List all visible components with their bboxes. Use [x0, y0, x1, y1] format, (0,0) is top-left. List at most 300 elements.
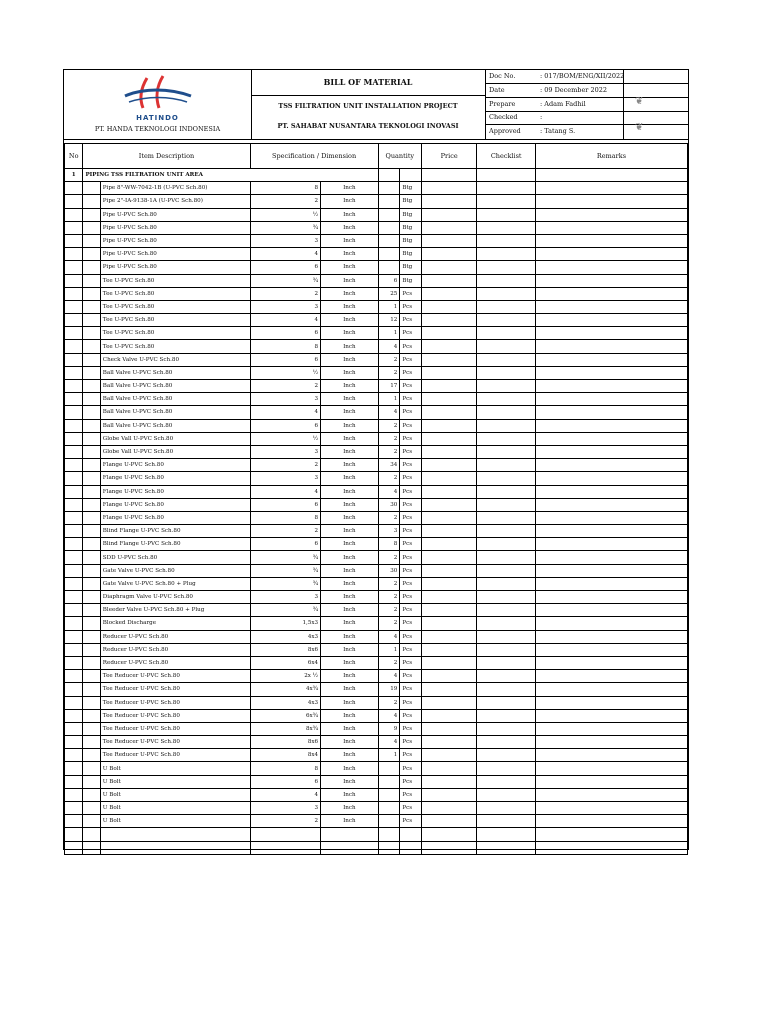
cell-no: [65, 248, 83, 261]
cell-size: ½: [250, 432, 321, 445]
cell-desc: Tee Reducer U-PVC Sch.80: [100, 683, 250, 696]
cell-qty: 2: [378, 366, 400, 379]
table-row: [65, 696, 688, 709]
cell-unit: Inch: [321, 604, 379, 617]
col-spec: Specification / Dimension: [250, 144, 378, 169]
cell-price: [422, 419, 477, 432]
cell-unit: Inch: [321, 314, 379, 327]
cell-unit: Inch: [321, 736, 379, 749]
cell-price: [422, 788, 477, 801]
cell-size: 6: [250, 327, 321, 340]
cell-check: [477, 234, 536, 247]
cell-size: ¾: [250, 274, 321, 287]
cell-blank: [83, 683, 100, 696]
cell-size: 8: [250, 511, 321, 524]
meta-row: [485, 125, 688, 138]
cell-check: [477, 749, 536, 762]
cell-qty: 2: [378, 656, 400, 669]
cell-unit: Inch: [321, 261, 379, 274]
cell-remarks: [535, 656, 687, 669]
cell-no: [65, 564, 83, 577]
cell-blank: [83, 564, 100, 577]
company-name: PT. HANDA TEKNOLOGI INDONESIA: [94, 125, 221, 133]
cell-check: [477, 736, 536, 749]
cell-price: [422, 525, 477, 538]
cell-remarks: [535, 775, 687, 788]
table-cell: [422, 828, 477, 841]
cell-no: [65, 419, 83, 432]
table-row: [65, 366, 688, 379]
cell-remarks: [535, 459, 687, 472]
table-cell: [321, 828, 379, 841]
cell-blank: [83, 511, 100, 524]
cell-check: [477, 538, 536, 551]
meta-row: [485, 111, 688, 125]
cell-qty: 4: [378, 670, 400, 683]
cell-uom: Pcs: [400, 485, 422, 498]
cell-qty: 2: [378, 577, 400, 590]
cell-price: [422, 393, 477, 406]
cell-unit: Inch: [321, 762, 379, 775]
cell-remarks: [535, 511, 687, 524]
table-row: [65, 815, 688, 828]
cell-remarks: [535, 617, 687, 630]
cell-desc: Pipe U-PVC Sch.80: [100, 221, 250, 234]
cell-uom: Pcs: [400, 314, 422, 327]
table-cell: [321, 841, 379, 854]
cell-unit: Inch: [321, 340, 379, 353]
cell-check: [477, 564, 536, 577]
cell-remarks: [535, 696, 687, 709]
cell-price: [422, 683, 477, 696]
table-row: [65, 709, 688, 722]
cell-price: [422, 722, 477, 735]
cell-uom: Pcs: [400, 670, 422, 683]
cell-blank: [83, 498, 100, 511]
cell-no: [65, 314, 83, 327]
cell-remarks: [535, 353, 687, 366]
cell-check: [477, 353, 536, 366]
cell-uom: Pcs: [400, 551, 422, 564]
cell-desc: Tee Reducer U-PVC Sch.80: [100, 736, 250, 749]
cell-blank: [83, 736, 100, 749]
table-row: [65, 762, 688, 775]
cell-remarks: [535, 643, 687, 656]
cell-unit: Inch: [321, 670, 379, 683]
table-row: [65, 643, 688, 656]
table-cell: [100, 828, 250, 841]
table-cell: [378, 841, 400, 854]
cell-uom: Pcs: [400, 788, 422, 801]
cell-desc: Tee U-PVC Sch.80: [100, 340, 250, 353]
cell-blank: [83, 472, 100, 485]
cell-uom: Pcs: [400, 617, 422, 630]
cell-blank: [83, 696, 100, 709]
cell-qty: [378, 208, 400, 221]
table-row: [65, 604, 688, 617]
cell-unit: Inch: [321, 300, 379, 313]
cell-desc: Gate Valve U-PVC Sch.80: [100, 564, 250, 577]
cell-remarks: [535, 670, 687, 683]
cell-unit: Inch: [321, 564, 379, 577]
cell-qty: [378, 802, 400, 815]
cell-blank: [83, 459, 100, 472]
cell-unit: Inch: [321, 802, 379, 815]
cell-qty: 1: [378, 300, 400, 313]
cell-desc: Tee U-PVC Sch.80: [100, 314, 250, 327]
cell-check: [477, 551, 536, 564]
cell-desc: Tee Reducer U-PVC Sch.80: [100, 709, 250, 722]
cell-remarks: [535, 248, 687, 261]
cell-size: 8x4: [250, 749, 321, 762]
cell-check: [477, 683, 536, 696]
cell-uom: Pcs: [400, 762, 422, 775]
cell-remarks: [535, 762, 687, 775]
cell-price: [422, 670, 477, 683]
cell-remarks: [535, 525, 687, 538]
cell-check: [477, 525, 536, 538]
table-cell: [535, 828, 687, 841]
cell-qty: 3: [378, 525, 400, 538]
cell-size: ¾: [250, 564, 321, 577]
cell-unit: Inch: [321, 221, 379, 234]
table-row: [65, 287, 688, 300]
cell-uom: Pcs: [400, 577, 422, 590]
cell-uom: Pcs: [400, 525, 422, 538]
cell-no: [65, 709, 83, 722]
cell-remarks: [535, 287, 687, 300]
cell-blank: [83, 182, 100, 195]
table-cell: [65, 828, 83, 841]
cell-remarks: [535, 261, 687, 274]
cell-desc: Flange U-PVC Sch.80: [100, 498, 250, 511]
table-row: [65, 208, 688, 221]
cell-desc: Tee Reducer U-PVC Sch.80: [100, 670, 250, 683]
cell-desc: Pipe U-PVC Sch.80: [100, 208, 250, 221]
cell-no: [65, 775, 83, 788]
cell-uom: Pcs: [400, 564, 422, 577]
cell-check: [477, 366, 536, 379]
table-row: [65, 472, 688, 485]
cell-uom: Pcs: [400, 683, 422, 696]
cell-uom: Pcs: [400, 815, 422, 828]
cell-qty: 19: [378, 683, 400, 696]
cell-qty: 12: [378, 314, 400, 327]
cell-blank: [83, 393, 100, 406]
cell-remarks: [535, 736, 687, 749]
cell-unit: Inch: [321, 208, 379, 221]
table-row: [65, 195, 688, 208]
cell-price: [422, 459, 477, 472]
cell-no: [65, 696, 83, 709]
cell-desc: Tee Reducer U-PVC Sch.80: [100, 722, 250, 735]
cell-remarks: [535, 445, 687, 458]
cell-unit: Inch: [321, 472, 379, 485]
table-row: [65, 485, 688, 498]
cell-uom: Pcs: [400, 459, 422, 472]
cell-no: [65, 366, 83, 379]
cell-uom: Pcs: [400, 366, 422, 379]
cell-uom: Pcs: [400, 656, 422, 669]
table-row: [65, 419, 688, 432]
client-name: PT. SAHABAT NUSANTARA TEKNOLOGI INOVASI: [277, 122, 459, 130]
cell-uom: Pcs: [400, 749, 422, 762]
cell-price: [422, 182, 477, 195]
cell-blank: [83, 709, 100, 722]
cell-no: [65, 472, 83, 485]
cell-size: 4x¾: [250, 683, 321, 696]
cell-remarks: [535, 380, 687, 393]
cell-check: [477, 656, 536, 669]
cell-check: [477, 604, 536, 617]
cell-size: ½: [250, 208, 321, 221]
cell-no: [65, 525, 83, 538]
cell-check: [477, 577, 536, 590]
table-row: [65, 722, 688, 735]
cell-price: [422, 340, 477, 353]
table-row: [65, 683, 688, 696]
cell-no: [65, 749, 83, 762]
cell-uom: Pcs: [400, 604, 422, 617]
cell-qty: 25: [378, 287, 400, 300]
cell-blank: [83, 208, 100, 221]
cell-check: [477, 432, 536, 445]
cell-qty: 2: [378, 604, 400, 617]
table-cell: [250, 841, 321, 854]
cell-remarks: [535, 472, 687, 485]
cell-remarks: [535, 419, 687, 432]
cell-no: [65, 182, 83, 195]
cell-unit: Inch: [321, 815, 379, 828]
cell-no: [65, 802, 83, 815]
cell-check: [477, 788, 536, 801]
cell-remarks: [535, 300, 687, 313]
cell-uom: Pcs: [400, 538, 422, 551]
cell-check: [477, 406, 536, 419]
table-row: [65, 749, 688, 762]
cell-size: 4: [250, 485, 321, 498]
cell-check: [477, 459, 536, 472]
cell-check: [477, 643, 536, 656]
cell-qty: [378, 815, 400, 828]
cell-qty: [378, 182, 400, 195]
cell-size: ¾: [250, 604, 321, 617]
cell-price: [422, 617, 477, 630]
cell-unit: Inch: [321, 485, 379, 498]
cell-uom: Btg: [400, 248, 422, 261]
cell-no: [65, 340, 83, 353]
document-header: [64, 70, 688, 140]
cell-unit: Inch: [321, 591, 379, 604]
cell-check: [477, 314, 536, 327]
cell-check: [477, 709, 536, 722]
cell-desc: U Bolt: [100, 815, 250, 828]
cell-check: [477, 670, 536, 683]
cell-price: [422, 195, 477, 208]
cell-desc: Pipe U-PVC Sch.80: [100, 248, 250, 261]
cell-uom: Btg: [400, 234, 422, 247]
table-cell: [83, 828, 100, 841]
cell-desc: Flange U-PVC Sch.80: [100, 472, 250, 485]
cell-size: 3: [250, 234, 321, 247]
table-row: [65, 551, 688, 564]
cell-price: [422, 538, 477, 551]
cell-uom: Pcs: [400, 643, 422, 656]
cell-unit: Inch: [321, 696, 379, 709]
table-row: [65, 656, 688, 669]
cell-unit: Inch: [321, 406, 379, 419]
cell-price: [422, 498, 477, 511]
table-cell: [378, 828, 400, 841]
cell-size: 2: [250, 525, 321, 538]
cell-uom: Pcs: [400, 498, 422, 511]
cell-blank: [83, 643, 100, 656]
cell-desc: Tee U-PVC Sch.80: [100, 287, 250, 300]
cell-unit: Inch: [321, 709, 379, 722]
cell-size: 8: [250, 182, 321, 195]
cell-price: [422, 709, 477, 722]
cell-price: [422, 432, 477, 445]
table-cell: [83, 841, 100, 854]
cell-no: [65, 380, 83, 393]
cell-uom: Btg: [400, 182, 422, 195]
cell-qty: 6: [378, 274, 400, 287]
cell-uom: Pcs: [400, 300, 422, 313]
cell-desc: Blind Flange U-PVC Sch.80: [100, 525, 250, 538]
meta-value: : Tatang S.: [540, 127, 576, 136]
cell-check: [477, 511, 536, 524]
meta-row: [485, 84, 688, 98]
table-row: [65, 775, 688, 788]
cell-no: [65, 815, 83, 828]
cell-blank: [83, 775, 100, 788]
cell-size: 3: [250, 445, 321, 458]
table-row: [65, 459, 688, 472]
cell-blank: [83, 353, 100, 366]
cell-price: [422, 366, 477, 379]
cell-no: [65, 630, 83, 643]
table-row: [65, 300, 688, 313]
cell-unit: Inch: [321, 617, 379, 630]
section-title: PIPING TSS FILTRATION UNIT AREA: [83, 169, 378, 182]
cell-uom: Pcs: [400, 722, 422, 735]
table-row: [65, 353, 688, 366]
cell-desc: Pipe 8"-WW-7042-1B (U-PVC Sch.80): [100, 182, 250, 195]
cell-desc: Pipe U-PVC Sch.80: [100, 261, 250, 274]
cell-size: 6: [250, 353, 321, 366]
cell-price: [422, 472, 477, 485]
cell-size: 2: [250, 195, 321, 208]
cell-unit: Inch: [321, 366, 379, 379]
cell-desc: U Bolt: [100, 788, 250, 801]
cell-no: [65, 762, 83, 775]
cell-unit: Inch: [321, 722, 379, 735]
cell-remarks: [535, 815, 687, 828]
cell-desc: Tee Reducer U-PVC Sch.80: [100, 749, 250, 762]
cell-uom: Pcs: [400, 353, 422, 366]
cell-size: 4x3: [250, 630, 321, 643]
cell-qty: 4: [378, 406, 400, 419]
cell-check: [477, 762, 536, 775]
table-cell: [65, 841, 83, 854]
cell-desc: Flange U-PVC Sch.80: [100, 459, 250, 472]
cell-size: 4x3: [250, 696, 321, 709]
table-row: [65, 327, 688, 340]
cell-no: [65, 261, 83, 274]
cell-qty: 1: [378, 749, 400, 762]
cell-no: [65, 617, 83, 630]
cell-size: 6: [250, 419, 321, 432]
cell-unit: Inch: [321, 234, 379, 247]
meta-value: : 09 December 2022: [540, 85, 608, 94]
cell-price: [422, 736, 477, 749]
cell-blank: [83, 314, 100, 327]
cell-unit: Inch: [321, 656, 379, 669]
cell-qty: 30: [378, 564, 400, 577]
meta-row: [485, 70, 688, 84]
cell-blank: [83, 380, 100, 393]
cell-blank: [83, 762, 100, 775]
cell-remarks: [535, 577, 687, 590]
cell-desc: Tee U-PVC Sch.80: [100, 327, 250, 340]
cell-check: [477, 248, 536, 261]
cell-no: [65, 591, 83, 604]
document-meta: [485, 70, 688, 139]
cell-qty: 1: [378, 393, 400, 406]
cell-check: [477, 591, 536, 604]
cell-price: [422, 604, 477, 617]
cell-size: 4: [250, 314, 321, 327]
cell-uom: Pcs: [400, 511, 422, 524]
cell-uom: Pcs: [400, 393, 422, 406]
cell-blank: [83, 261, 100, 274]
cell-blank: [83, 604, 100, 617]
cell-blank: [83, 538, 100, 551]
cell-unit: Inch: [321, 274, 379, 287]
cell-check: [477, 617, 536, 630]
cell-desc: U Bolt: [100, 802, 250, 815]
cell-price: [422, 591, 477, 604]
cell-uom: Pcs: [400, 802, 422, 815]
cell-no: [65, 722, 83, 735]
cell-blank: [83, 815, 100, 828]
cell-unit: Inch: [321, 380, 379, 393]
cell-no: [65, 445, 83, 458]
cell-remarks: [535, 182, 687, 195]
cell-qty: 2: [378, 472, 400, 485]
cell-blank: [83, 802, 100, 815]
table-row: [65, 445, 688, 458]
cell-desc: SDD U-PVC Sch.80: [100, 551, 250, 564]
table-row: [65, 274, 688, 287]
cell-check: [477, 419, 536, 432]
cell-blank: [83, 551, 100, 564]
table-row: [65, 577, 688, 590]
cell-remarks: [535, 195, 687, 208]
cell-desc: Reducer U-PVC Sch.80: [100, 656, 250, 669]
cell-blank: [83, 722, 100, 735]
cell-price: [422, 815, 477, 828]
meta-key: Date: [489, 85, 505, 94]
cell-qty: 4: [378, 736, 400, 749]
cell-unit: Inch: [321, 195, 379, 208]
cell-no: [65, 656, 83, 669]
cell-price: [422, 274, 477, 287]
cell-blank: [83, 485, 100, 498]
cell-unit: Inch: [321, 511, 379, 524]
cell-price: [422, 406, 477, 419]
table-row-empty: [65, 828, 688, 841]
